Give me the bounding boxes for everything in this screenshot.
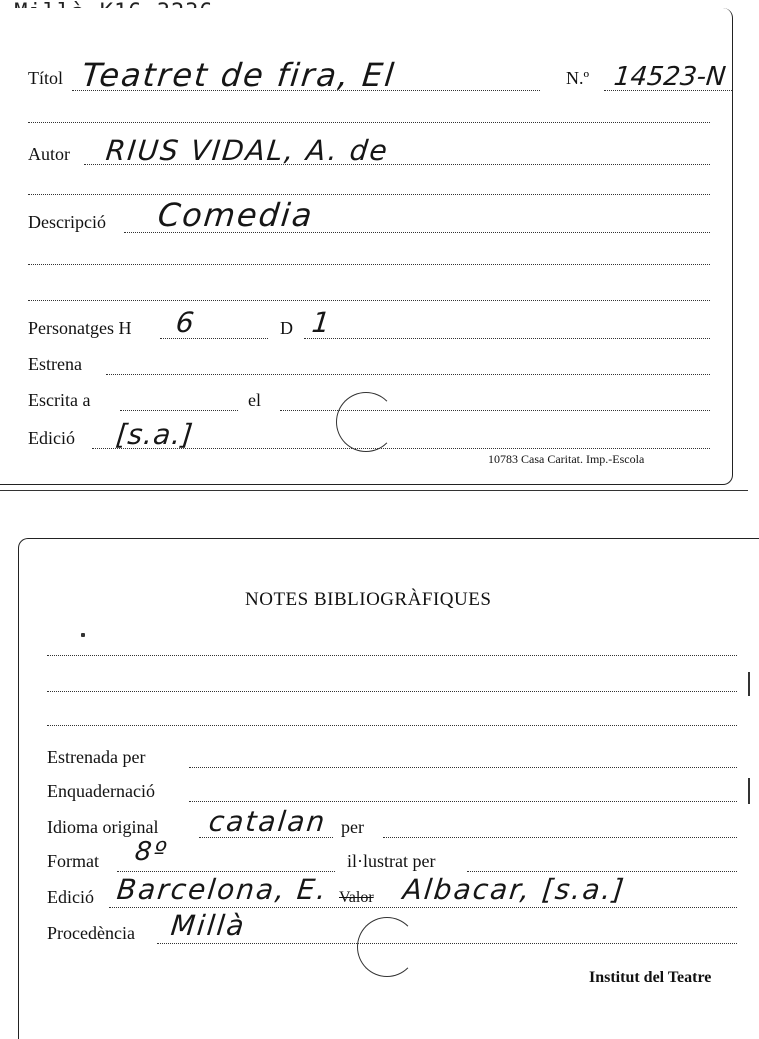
ink-dot xyxy=(81,633,85,637)
el-label: el xyxy=(248,390,261,410)
edge-mark-right-1 xyxy=(748,672,750,696)
estrena-label: Estrena xyxy=(28,354,82,374)
idioma-value: catalan xyxy=(207,805,329,838)
notes-line-1 xyxy=(47,655,737,656)
format-dots xyxy=(117,871,335,872)
idioma-per-dots xyxy=(383,837,737,838)
estrenada-label: Estrenada per xyxy=(47,747,146,767)
illustrat-label: il·lustrat per xyxy=(347,851,436,871)
escrita-label: Escrita a xyxy=(28,390,91,410)
personatges-d-label: D xyxy=(280,318,293,338)
edicio-label: Edició xyxy=(28,428,75,448)
estrena-dots xyxy=(106,374,710,375)
back-edicio-struck: Valor xyxy=(339,889,374,906)
format-value: 8º xyxy=(133,837,170,867)
titol-label: Títol xyxy=(28,68,63,88)
estrenada-dots xyxy=(189,767,737,768)
numero-value: 14523-N xyxy=(612,62,728,92)
edge-mark-right-2 xyxy=(748,778,750,804)
blank-dots-2 xyxy=(28,300,710,301)
autor-value: RIUS VIDAL, A. de xyxy=(104,134,391,167)
edicio-value: [s.a.] xyxy=(114,418,196,451)
notes-line-3 xyxy=(47,725,737,726)
enquadernacio-dots xyxy=(189,801,737,802)
notes-heading: NOTES BIBLIOGRÀFIQUES xyxy=(245,589,492,610)
personatges-h-label: Personatges H xyxy=(28,318,132,338)
back-edicio-value-1: Barcelona, E. xyxy=(115,873,330,906)
procedencia-label: Procedència xyxy=(47,923,135,943)
titol-value: Teatret de fira, El xyxy=(80,56,398,94)
enquadernacio-label: Enquadernació xyxy=(47,781,155,801)
punch-hole-front xyxy=(336,392,396,452)
numero-label: N.º xyxy=(566,68,590,88)
card-separator xyxy=(0,490,748,491)
personatges-d-dots xyxy=(304,338,710,339)
procedencia-dots xyxy=(157,943,737,944)
back-edicio-label: Edició xyxy=(47,887,94,907)
notes-line-2 xyxy=(47,691,737,692)
autor-continuation-dots xyxy=(28,194,710,195)
escrita-dots xyxy=(120,410,238,411)
personatges-d-value: 1 xyxy=(310,306,334,339)
back-edicio-value-2: Albacar, [s.a.] xyxy=(401,873,628,906)
idioma-per-label: per xyxy=(341,817,364,837)
personatges-h-value: 6 xyxy=(174,306,198,339)
descripcio-label: Descripció xyxy=(28,212,106,232)
punch-hole-back xyxy=(357,917,417,977)
procedencia-value: Millà xyxy=(169,909,248,942)
titol-continuation-dots xyxy=(28,122,710,123)
format-label: Format xyxy=(47,851,99,871)
institution-name: Institut del Teatre xyxy=(589,969,712,986)
catalog-card-back xyxy=(18,538,759,1039)
illustrat-dots xyxy=(467,871,737,872)
descripcio-value: Comedia xyxy=(156,196,316,234)
idioma-label: Idioma original xyxy=(47,817,159,837)
autor-label: Autor xyxy=(28,144,70,164)
blank-dots-1 xyxy=(28,264,710,265)
printer-imprint: 10783 Casa Caritat. Imp.-Escola xyxy=(488,452,645,466)
catalog-card-front xyxy=(0,8,733,485)
back-edicio-dots xyxy=(109,907,737,908)
